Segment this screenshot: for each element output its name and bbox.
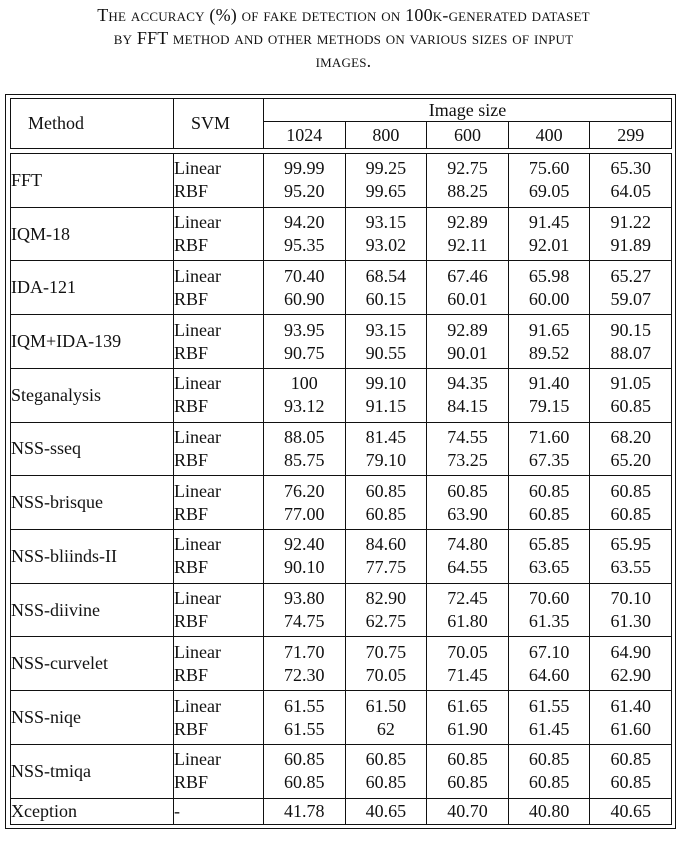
linear-accuracy: 60.85 — [365, 480, 407, 501]
header-svm: SVM — [174, 99, 264, 149]
value-cell-299 — [590, 744, 672, 798]
rbf-accuracy: 61.90 — [447, 718, 488, 739]
table-row — [11, 368, 672, 422]
rbf-accuracy: 60.85 — [447, 772, 488, 793]
linear-accuracy: 74.55 — [447, 426, 488, 447]
rbf-accuracy: 71.45 — [447, 664, 488, 685]
rbf-accuracy: 60.15 — [365, 288, 407, 309]
linear-accuracy: 72.45 — [447, 588, 488, 609]
svm-linear-label: Linear — [174, 319, 221, 340]
value-cell-400 — [508, 476, 590, 530]
method-cell: IQM+IDA-139 — [11, 315, 174, 369]
linear-accuracy: 91.45 — [528, 212, 570, 233]
value-cell-1024 — [264, 368, 346, 422]
header-method: Method — [11, 99, 174, 149]
rbf-accuracy: 65.20 — [610, 449, 651, 470]
method-cell: NSS-brisque — [11, 476, 174, 530]
svm-rbf-label: RBF — [174, 396, 209, 417]
rbf-accuracy: 64.55 — [447, 557, 488, 578]
caption-line-3 — [10, 50, 677, 73]
value-cell-600 — [427, 154, 509, 208]
rbf-accuracy: 64.05 — [610, 181, 651, 202]
linear-accuracy: 64.90 — [610, 641, 651, 662]
value-cell-299 — [590, 422, 672, 476]
rbf-accuracy: 72.30 — [284, 664, 325, 685]
header-size-400: 400 — [508, 122, 590, 149]
rbf-accuracy: 60.85 — [528, 503, 570, 524]
rbf-accuracy: 60.85 — [365, 503, 407, 524]
svm-cell — [174, 207, 264, 261]
linear-accuracy: 93.15 — [365, 212, 407, 233]
value-cell-800 — [345, 368, 427, 422]
rbf-accuracy: 93.12 — [284, 396, 325, 417]
caption-line-2 — [10, 27, 677, 50]
svm-cell — [174, 476, 264, 530]
svm-linear-label: Linear — [174, 695, 221, 716]
table-row — [11, 476, 672, 530]
svm-cell — [174, 154, 264, 208]
rbf-accuracy: 61.30 — [610, 611, 651, 632]
value-cell-600 — [427, 530, 509, 584]
svm-cell — [174, 422, 264, 476]
value-cell-1024 — [264, 530, 346, 584]
svm-linear-label: Linear — [174, 373, 221, 394]
rbf-accuracy: 60.85 — [284, 772, 325, 793]
linear-accuracy: 71.60 — [528, 426, 570, 447]
table-body — [11, 154, 672, 825]
table-row — [11, 530, 672, 584]
linear-accuracy: 61.55 — [284, 695, 325, 716]
value-cell-400 — [508, 154, 590, 208]
value-cell-400 — [508, 744, 590, 798]
method-cell: Steganalysis — [11, 368, 174, 422]
svm-cell — [174, 583, 264, 637]
rbf-accuracy: 64.60 — [528, 664, 570, 685]
linear-accuracy: 70.75 — [365, 641, 407, 662]
rbf-accuracy: 73.25 — [447, 449, 488, 470]
header-size-299: 299 — [590, 122, 672, 149]
linear-accuracy: 60.85 — [284, 749, 325, 770]
rbf-accuracy: 77.75 — [365, 557, 407, 578]
value-cell-600 — [427, 637, 509, 691]
caption-line-1 — [10, 4, 677, 27]
rbf-accuracy: 59.07 — [610, 288, 651, 309]
svm-linear-label: Linear — [174, 534, 221, 555]
linear-accuracy: 65.95 — [610, 534, 651, 555]
value-cell-299 — [590, 315, 672, 369]
rbf-accuracy: 92.11 — [447, 235, 488, 256]
table-row — [11, 691, 672, 745]
svm-rbf-label: RBF — [174, 181, 209, 202]
value-cell-299 — [590, 637, 672, 691]
linear-accuracy: 61.40 — [610, 695, 651, 716]
linear-accuracy: 60.85 — [447, 749, 488, 770]
rbf-accuracy: 79.15 — [528, 396, 570, 417]
table-row — [11, 154, 672, 208]
value-cell-1024 — [264, 207, 346, 261]
rbf-accuracy: 60.85 — [610, 772, 651, 793]
linear-accuracy: 65.27 — [610, 265, 651, 286]
value-cell-600 — [427, 744, 509, 798]
rbf-accuracy: 60.85 — [610, 396, 651, 417]
method-cell: NSS-bliinds-II — [11, 530, 174, 584]
rbf-accuracy: 61.80 — [447, 611, 488, 632]
linear-accuracy: 68.54 — [365, 265, 407, 286]
rbf-accuracy: 90.01 — [447, 342, 488, 363]
method-cell: NSS-sseq — [11, 422, 174, 476]
value-cell-299: 40.65 — [590, 798, 672, 824]
rbf-accuracy: 79.10 — [365, 449, 407, 470]
table-row — [11, 261, 672, 315]
method-cell: FFT — [11, 154, 174, 208]
value-cell-800 — [345, 691, 427, 745]
rbf-accuracy: 63.90 — [447, 503, 488, 524]
value-cell-800 — [345, 207, 427, 261]
linear-accuracy: 61.50 — [365, 695, 407, 716]
rbf-accuracy: 62 — [376, 718, 395, 739]
linear-accuracy: 92.40 — [284, 534, 325, 555]
svm-cell — [174, 691, 264, 745]
linear-accuracy: 81.45 — [365, 426, 407, 447]
svm-rbf-label: RBF — [174, 664, 209, 685]
method-cell: NSS-curvelet — [11, 637, 174, 691]
svm-rbf-label: RBF — [174, 772, 209, 793]
linear-accuracy: 71.70 — [284, 641, 325, 662]
rbf-accuracy: 61.60 — [610, 718, 651, 739]
svm-rbf-label: RBF — [174, 557, 209, 578]
linear-accuracy: 60.85 — [610, 480, 651, 501]
table-row — [11, 422, 672, 476]
value-cell-1024: 41.78 — [264, 798, 346, 824]
linear-accuracy: 93.80 — [284, 588, 325, 609]
linear-accuracy: 68.20 — [610, 426, 651, 447]
linear-accuracy: 60.85 — [365, 749, 407, 770]
rbf-accuracy: 89.52 — [528, 342, 570, 363]
linear-accuracy: 61.55 — [528, 695, 570, 716]
value-cell-1024 — [264, 315, 346, 369]
value-cell-600 — [427, 261, 509, 315]
table-row — [11, 744, 672, 798]
linear-accuracy: 60.85 — [610, 749, 651, 770]
table-row-last — [11, 798, 672, 824]
value-cell-1024 — [264, 154, 346, 208]
linear-accuracy: 90.15 — [610, 319, 651, 340]
linear-accuracy: 92.75 — [447, 158, 488, 179]
rbf-accuracy: 85.75 — [284, 449, 325, 470]
linear-accuracy: 93.95 — [284, 319, 325, 340]
table-caption — [10, 4, 677, 73]
caption-line-1-text: The accuracy (%) of fake detection on 100k-generated dataset — [97, 5, 590, 25]
method-cell: IDA-121 — [11, 261, 174, 315]
value-cell-800: 40.65 — [345, 798, 427, 824]
svm-cell — [174, 530, 264, 584]
value-cell-1024 — [264, 476, 346, 530]
header-size-1024: 1024 — [264, 122, 346, 149]
rbf-accuracy: 63.65 — [528, 557, 570, 578]
value-cell-1024 — [264, 583, 346, 637]
rbf-accuracy: 60.85 — [610, 503, 651, 524]
svm-rbf-label: RBF — [174, 449, 209, 470]
linear-accuracy: 99.99 — [284, 158, 325, 179]
value-cell-299 — [590, 368, 672, 422]
value-cell-400: 40.80 — [508, 798, 590, 824]
rbf-accuracy: 92.01 — [528, 235, 570, 256]
svm-rbf-label: RBF — [174, 611, 209, 632]
linear-accuracy: 67.46 — [447, 265, 488, 286]
value-cell-800 — [345, 154, 427, 208]
rbf-accuracy: 91.89 — [610, 235, 651, 256]
value-cell-400 — [508, 691, 590, 745]
rbf-accuracy: 91.15 — [365, 396, 407, 417]
value-cell-800 — [345, 476, 427, 530]
rbf-accuracy: 69.05 — [528, 181, 570, 202]
value-cell-600: 40.70 — [427, 798, 509, 824]
value-cell-400 — [508, 207, 590, 261]
value-cell-800 — [345, 637, 427, 691]
linear-accuracy: 76.20 — [284, 480, 325, 501]
svm-cell — [174, 744, 264, 798]
rbf-accuracy: 60.01 — [447, 288, 488, 309]
method-cell: NSS-tmiqa — [11, 744, 174, 798]
linear-accuracy: 91.22 — [610, 212, 651, 233]
value-cell-600 — [427, 207, 509, 261]
rbf-accuracy: 63.55 — [610, 557, 651, 578]
linear-accuracy: 99.25 — [365, 158, 407, 179]
rbf-accuracy: 74.75 — [284, 611, 325, 632]
header-image-size: Image size — [264, 99, 672, 122]
rbf-accuracy: 61.35 — [528, 611, 570, 632]
rbf-accuracy: 99.65 — [365, 181, 407, 202]
rbf-accuracy: 88.07 — [610, 342, 651, 363]
header-size-600: 600 — [427, 122, 509, 149]
value-cell-299 — [590, 583, 672, 637]
linear-accuracy: 94.35 — [447, 373, 488, 394]
svm-linear-label: Linear — [174, 212, 221, 233]
rbf-accuracy: 62.75 — [365, 611, 407, 632]
accuracy-table — [10, 98, 672, 825]
rbf-accuracy: 60.85 — [528, 772, 570, 793]
linear-accuracy: 70.60 — [528, 588, 570, 609]
value-cell-299 — [590, 207, 672, 261]
svm-cell — [174, 368, 264, 422]
value-cell-400 — [508, 422, 590, 476]
rbf-accuracy: 61.55 — [284, 718, 325, 739]
svm-rbf-label: RBF — [174, 503, 209, 524]
rbf-accuracy: 77.00 — [284, 503, 325, 524]
rbf-accuracy: 61.45 — [528, 718, 570, 739]
rbf-accuracy: 70.05 — [365, 664, 407, 685]
linear-accuracy: 99.10 — [365, 373, 407, 394]
rbf-accuracy: 60.85 — [365, 772, 407, 793]
value-cell-299 — [590, 530, 672, 584]
caption-line-3-text: images. — [315, 51, 372, 71]
rbf-accuracy: 90.75 — [284, 342, 325, 363]
rbf-accuracy: 90.10 — [284, 557, 325, 578]
value-cell-600 — [427, 368, 509, 422]
rbf-accuracy: 93.02 — [365, 235, 407, 256]
method-cell: Xception — [11, 798, 174, 824]
linear-accuracy: 67.10 — [528, 641, 570, 662]
linear-accuracy: 60.85 — [528, 749, 570, 770]
value-cell-1024 — [264, 637, 346, 691]
value-cell-1024 — [264, 261, 346, 315]
linear-accuracy: 65.98 — [528, 265, 570, 286]
svm-linear-label: Linear — [174, 588, 221, 609]
table-row — [11, 207, 672, 261]
linear-accuracy: 82.90 — [365, 588, 407, 609]
caption-line-2-text: by FFT method and other methods on various sizes of input — [113, 28, 574, 48]
linear-accuracy: 60.85 — [447, 480, 488, 501]
value-cell-1024 — [264, 744, 346, 798]
linear-accuracy: 70.05 — [447, 641, 488, 662]
value-cell-400 — [508, 368, 590, 422]
svm-linear-label: Linear — [174, 265, 221, 286]
linear-accuracy: 91.05 — [610, 373, 651, 394]
rbf-accuracy: 90.55 — [365, 342, 407, 363]
svm-cell — [174, 315, 264, 369]
value-cell-299 — [590, 261, 672, 315]
linear-accuracy: 75.60 — [528, 158, 570, 179]
rbf-accuracy: 95.35 — [284, 235, 325, 256]
rbf-accuracy: 67.35 — [528, 449, 570, 470]
value-cell-400 — [508, 637, 590, 691]
table-row — [11, 583, 672, 637]
value-cell-600 — [427, 583, 509, 637]
value-cell-299 — [590, 476, 672, 530]
linear-accuracy: 70.10 — [610, 588, 651, 609]
value-cell-299 — [590, 154, 672, 208]
value-cell-1024 — [264, 422, 346, 476]
method-cell: IQM-18 — [11, 207, 174, 261]
svm-rbf-label: RBF — [174, 342, 209, 363]
value-cell-600 — [427, 315, 509, 369]
linear-accuracy: 65.85 — [528, 534, 570, 555]
svm-cell — [174, 261, 264, 315]
value-cell-400 — [508, 315, 590, 369]
svm-linear-label: Linear — [174, 641, 221, 662]
linear-accuracy: 91.65 — [528, 319, 570, 340]
linear-accuracy: 91.40 — [528, 373, 570, 394]
svm-cell: - — [174, 798, 264, 824]
svm-linear-label: Linear — [174, 426, 221, 447]
value-cell-400 — [508, 261, 590, 315]
value-cell-1024 — [264, 691, 346, 745]
linear-accuracy: 94.20 — [284, 212, 325, 233]
linear-accuracy: 88.05 — [284, 426, 325, 447]
linear-accuracy: 92.89 — [447, 212, 488, 233]
value-cell-400 — [508, 530, 590, 584]
table-header — [11, 99, 672, 154]
rbf-accuracy: 60.00 — [528, 288, 570, 309]
rbf-accuracy: 60.90 — [284, 288, 325, 309]
value-cell-299 — [590, 691, 672, 745]
linear-accuracy: 60.85 — [528, 480, 570, 501]
value-cell-600 — [427, 476, 509, 530]
value-cell-800 — [345, 315, 427, 369]
rbf-accuracy: 95.20 — [284, 181, 325, 202]
linear-accuracy: 65.30 — [610, 158, 651, 179]
svm-rbf-label: RBF — [174, 718, 209, 739]
value-cell-600 — [427, 691, 509, 745]
svm-linear-label: Linear — [174, 480, 221, 501]
linear-accuracy: 70.40 — [284, 265, 325, 286]
method-cell: NSS-diivine — [11, 583, 174, 637]
value-cell-800 — [345, 530, 427, 584]
rbf-accuracy: 84.15 — [447, 396, 488, 417]
svm-cell — [174, 637, 264, 691]
linear-accuracy: 74.80 — [447, 534, 488, 555]
value-cell-600 — [427, 422, 509, 476]
linear-accuracy: 92.89 — [447, 319, 488, 340]
value-cell-400 — [508, 583, 590, 637]
value-cell-800 — [345, 744, 427, 798]
table-row — [11, 637, 672, 691]
rbf-accuracy: 62.90 — [610, 664, 651, 685]
value-cell-800 — [345, 422, 427, 476]
header-size-800: 800 — [345, 122, 427, 149]
value-cell-800 — [345, 261, 427, 315]
linear-accuracy: 61.65 — [447, 695, 488, 716]
svm-rbf-label: RBF — [174, 288, 209, 309]
linear-accuracy: 84.60 — [365, 534, 407, 555]
svm-rbf-label: RBF — [174, 235, 209, 256]
rbf-accuracy: 88.25 — [447, 181, 488, 202]
linear-accuracy: 100 — [290, 373, 318, 394]
value-cell-800 — [345, 583, 427, 637]
svm-linear-label: Linear — [174, 749, 221, 770]
table-row — [11, 315, 672, 369]
linear-accuracy: 93.15 — [365, 319, 407, 340]
svm-linear-label: Linear — [174, 158, 221, 179]
method-cell: NSS-niqe — [11, 691, 174, 745]
